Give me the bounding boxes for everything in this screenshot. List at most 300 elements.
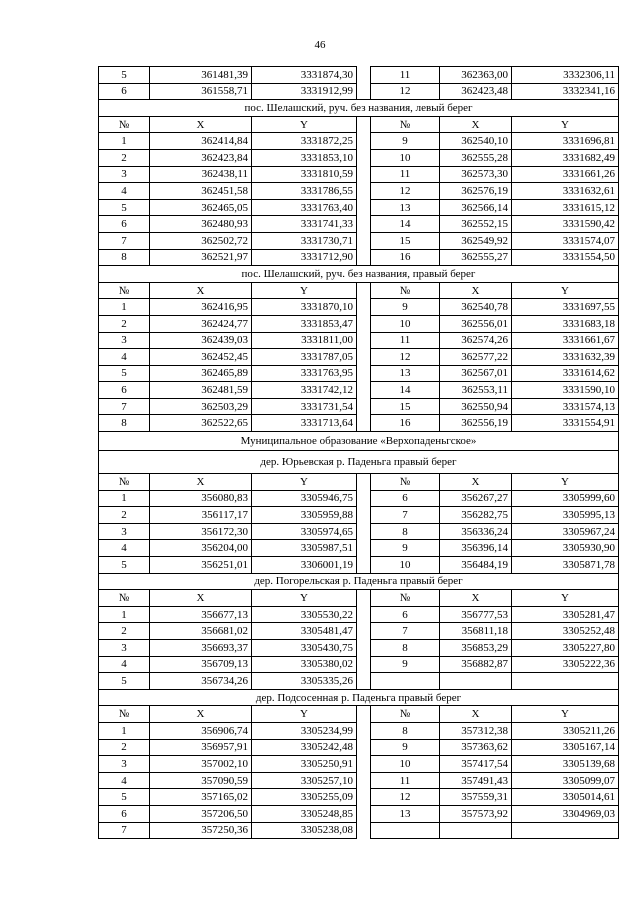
point-number: 10 [371,557,440,574]
coordinate-x: 361481,39 [150,67,252,84]
point-number: 4 [99,183,150,200]
point-number: 12 [371,183,440,200]
column-gap [357,382,371,399]
coordinate-x: 362452,45 [150,349,252,366]
coordinate-y: 3304969,03 [512,805,619,822]
table-row [99,805,619,822]
point-number: 1 [99,299,150,316]
point-number: 11 [371,67,440,84]
coordinate-x: 356172,30 [150,523,252,540]
coordinate-y: 3331682,49 [512,149,619,166]
column-gap [357,332,371,349]
table-row [99,772,619,789]
column-gap [357,166,371,183]
coordinate-y: 3331632,61 [512,183,619,200]
column-header-x: X [150,282,252,299]
coordinates-table [98,66,619,839]
column-gap [357,822,371,839]
column-gap [357,606,371,623]
point-number: 4 [99,349,150,366]
coordinate-x: 362556,01 [440,315,512,332]
coordinate-y: 3305255,09 [252,789,357,806]
column-gap [357,349,371,366]
coordinate-y: 3305250,91 [252,756,357,773]
column-gap [357,282,371,299]
coordinates-table-body [99,67,619,839]
column-gap [357,722,371,739]
point-number: 5 [99,199,150,216]
coordinate-y: 3331590,42 [512,216,619,233]
column-header-row [99,116,619,133]
table-row [99,523,619,540]
coordinate-y: 3331742,12 [252,382,357,399]
table-row [99,249,619,266]
coordinate-x: 356267,27 [440,490,512,507]
coordinate-x: 356957,91 [150,739,252,756]
coordinate-y: 3331590,10 [512,382,619,399]
column-header-number: № [99,282,150,299]
table-row [99,623,619,640]
section-title: Муниципальное образование «Верхопаденьгское» [99,432,619,451]
coordinate-x: 356853,29 [440,640,512,657]
coordinate-x [440,822,512,839]
point-number: 13 [371,199,440,216]
table-row [99,332,619,349]
coordinate-x: 362522,65 [150,415,252,432]
coordinate-y: 3331554,50 [512,249,619,266]
column-gap [357,590,371,607]
point-number: 2 [99,739,150,756]
coordinate-x: 357417,54 [440,756,512,773]
coordinate-x: 357206,50 [150,805,252,822]
coordinate-y: 3331872,25 [252,133,357,150]
column-header-number: № [99,474,150,491]
coordinate-x: 362521,97 [150,249,252,266]
coordinate-y: 3331730,71 [252,232,357,249]
column-header-y: Y [512,590,619,607]
page-number: 46 [314,39,326,51]
column-gap [357,656,371,673]
column-header-y: Y [512,474,619,491]
point-number: 9 [371,656,440,673]
section-title: пос. Шелашский, руч. без названия, правый берег [99,266,619,283]
coordinate-y: 3331741,33 [252,216,357,233]
coordinate-x: 356734,26 [150,673,252,690]
table-row [99,756,619,773]
point-number: 7 [99,398,150,415]
coordinate-y [512,822,619,839]
coordinate-x: 362423,48 [440,83,512,100]
point-number: 7 [371,623,440,640]
column-header-number: № [371,474,440,491]
coordinate-x: 362465,89 [150,365,252,382]
point-number: 7 [99,822,150,839]
point-number: 9 [371,299,440,316]
point-number: 5 [99,67,150,84]
coordinate-x: 356906,74 [150,722,252,739]
column-gap [357,640,371,657]
column-gap [357,474,371,491]
coordinate-y: 3305139,68 [512,756,619,773]
point-number: 6 [99,805,150,822]
point-number: 1 [99,490,150,507]
coordinate-y: 3331786,55 [252,183,357,200]
column-gap [357,216,371,233]
coordinate-y: 3305014,61 [512,789,619,806]
coordinate-y: 3331712,90 [252,249,357,266]
column-header-y: Y [512,282,619,299]
point-number: 12 [371,349,440,366]
coordinate-y: 3305227,80 [512,640,619,657]
coordinate-x: 356117,17 [150,507,252,524]
coordinate-x: 362577,22 [440,349,512,366]
column-gap [357,232,371,249]
column-header-number: № [99,590,150,607]
coordinate-x: 356811,18 [440,623,512,640]
column-header-x: X [440,116,512,133]
table-row [99,673,619,690]
column-header-number: № [371,590,440,607]
section-title-row [99,451,619,474]
column-header-row [99,282,619,299]
column-header-x: X [150,706,252,723]
column-gap [357,490,371,507]
table-row [99,133,619,150]
coordinate-x: 362576,19 [440,183,512,200]
coordinate-x: 356709,13 [150,656,252,673]
table-row [99,365,619,382]
coordinate-y: 3332341,16 [512,83,619,100]
section-title: дер. Погорельская р. Паденьга правый берег [99,573,619,590]
point-number: 11 [371,166,440,183]
point-number: 5 [99,365,150,382]
coordinate-y: 3305242,48 [252,739,357,756]
coordinate-y: 3305252,48 [512,623,619,640]
column-gap [357,149,371,166]
point-number: 6 [99,382,150,399]
coordinate-x: 357559,31 [440,789,512,806]
coordinate-x: 357250,36 [150,822,252,839]
column-gap [357,299,371,316]
point-number: 12 [371,83,440,100]
point-number: 2 [99,623,150,640]
column-header-y: Y [252,116,357,133]
table-row [99,349,619,366]
point-number: 15 [371,398,440,415]
coordinate-y: 3331787,05 [252,349,357,366]
point-number: 2 [99,507,150,524]
point-number: 11 [371,772,440,789]
column-header-x: X [150,116,252,133]
coordinate-x: 357312,38 [440,722,512,739]
point-number: 16 [371,415,440,432]
table-row [99,83,619,100]
coordinate-y: 3331811,00 [252,332,357,349]
column-header-y: Y [512,116,619,133]
coordinate-y: 3331713,64 [252,415,357,432]
coordinate-x: 357573,92 [440,805,512,822]
table-row [99,166,619,183]
coordinate-x: 362416,95 [150,299,252,316]
column-gap [357,83,371,100]
coordinate-y: 3305248,85 [252,805,357,822]
section-title-row [99,689,619,706]
coordinate-y: 3305380,02 [252,656,357,673]
point-number: 6 [99,83,150,100]
coordinate-x [440,673,512,690]
point-number: 6 [99,216,150,233]
coordinate-x: 362480,93 [150,216,252,233]
coordinate-x: 362502,72 [150,232,252,249]
column-gap [357,249,371,266]
table-row [99,557,619,574]
column-gap [357,315,371,332]
point-number: 1 [99,606,150,623]
column-header-y: Y [252,706,357,723]
column-header-x: X [150,474,252,491]
column-header-number: № [99,116,150,133]
column-gap [357,805,371,822]
coordinate-x: 356882,87 [440,656,512,673]
column-header-row [99,474,619,491]
point-number: 5 [99,557,150,574]
coordinate-y: 3331763,95 [252,365,357,382]
coordinate-x: 356080,83 [150,490,252,507]
column-header-row [99,590,619,607]
point-number: 13 [371,805,440,822]
coordinate-y: 3331632,39 [512,349,619,366]
point-number: 3 [99,166,150,183]
point-number: 10 [371,149,440,166]
table-row [99,382,619,399]
table-row [99,789,619,806]
section-title: дер. Подсосенная р. Паденьга правый берег [99,689,619,706]
point-number: 4 [99,540,150,557]
point-number: 9 [371,133,440,150]
coordinate-y: 3331574,07 [512,232,619,249]
coordinate-x: 362423,84 [150,149,252,166]
point-number: 6 [371,490,440,507]
coordinate-y: 3305974,65 [252,523,357,540]
point-number: 3 [99,332,150,349]
section-title-row [99,100,619,117]
coordinate-x: 356693,37 [150,640,252,657]
coordinate-x: 356777,53 [440,606,512,623]
point-number: 6 [371,606,440,623]
point-number [371,673,440,690]
coordinate-x: 362555,27 [440,249,512,266]
coordinate-y: 3331810,59 [252,166,357,183]
table-row [99,149,619,166]
section-title-row [99,432,619,451]
point-number: 7 [371,507,440,524]
coordinate-y: 3305430,75 [252,640,357,657]
coordinate-y: 3331912,99 [252,83,357,100]
coordinate-x: 362540,78 [440,299,512,316]
coordinate-y: 3331661,67 [512,332,619,349]
coordinate-x: 362555,28 [440,149,512,166]
point-number: 16 [371,249,440,266]
section-title: пос. Шелашский, руч. без названия, левый берег [99,100,619,117]
section-title: дер. Юрьевская р. Паденьга правый берег [99,451,619,474]
point-number: 9 [371,540,440,557]
coordinate-y: 3305530,22 [252,606,357,623]
point-number: 12 [371,789,440,806]
column-gap [357,199,371,216]
coordinate-y: 3305987,51 [252,540,357,557]
point-number: 3 [99,523,150,540]
column-gap [357,365,371,382]
column-gap [357,789,371,806]
coordinate-y: 3331870,10 [252,299,357,316]
coordinate-y: 3305481,47 [252,623,357,640]
coordinate-y: 3331615,12 [512,199,619,216]
column-gap [357,67,371,84]
column-gap [357,772,371,789]
coordinate-y: 3305238,08 [252,822,357,839]
coordinate-x: 362549,92 [440,232,512,249]
coordinate-x: 362503,29 [150,398,252,415]
coordinate-x: 362363,00 [440,67,512,84]
column-gap [357,623,371,640]
point-number: 4 [99,772,150,789]
coordinate-y: 3331661,26 [512,166,619,183]
coordinate-x: 361558,71 [150,83,252,100]
point-number: 9 [371,739,440,756]
point-number: 7 [99,232,150,249]
column-gap [357,739,371,756]
column-gap [357,523,371,540]
coordinate-y: 3331874,30 [252,67,357,84]
coordinate-x: 356251,01 [150,557,252,574]
point-number: 8 [371,523,440,540]
column-header-number: № [371,706,440,723]
coordinate-y: 3305871,78 [512,557,619,574]
coordinate-y: 3332306,11 [512,67,619,84]
table-row [99,415,619,432]
column-header-y: Y [252,282,357,299]
point-number: 14 [371,216,440,233]
column-header-number: № [99,706,150,723]
point-number: 5 [99,789,150,806]
table-row [99,398,619,415]
coordinate-x: 362567,01 [440,365,512,382]
coordinate-x: 362439,03 [150,332,252,349]
column-header-x: X [440,474,512,491]
point-number: 14 [371,382,440,399]
coordinate-y: 3305335,26 [252,673,357,690]
coordinate-x: 362574,26 [440,332,512,349]
table-row [99,739,619,756]
column-header-x: X [440,282,512,299]
coordinate-y: 3305167,14 [512,739,619,756]
table-row [99,507,619,524]
coordinate-y: 3305099,07 [512,772,619,789]
column-gap [357,706,371,723]
coordinate-y: 3305257,10 [252,772,357,789]
table-row [99,315,619,332]
coordinate-y: 3305999,60 [512,490,619,507]
column-header-row [99,706,619,723]
table-row [99,67,619,84]
table-row [99,299,619,316]
coordinate-x: 362552,15 [440,216,512,233]
table-row [99,183,619,200]
coordinate-x: 356484,19 [440,557,512,574]
column-header-y: Y [252,474,357,491]
coordinate-y: 3331683,18 [512,315,619,332]
coordinate-x: 356336,24 [440,523,512,540]
coordinate-x: 356282,75 [440,507,512,524]
coordinate-x: 362465,05 [150,199,252,216]
section-title-row [99,266,619,283]
point-number: 2 [99,315,150,332]
table-row [99,722,619,739]
coordinate-y: 3331697,55 [512,299,619,316]
table-row [99,232,619,249]
point-number: 3 [99,640,150,657]
point-number: 5 [99,673,150,690]
coordinate-x: 357165,02 [150,789,252,806]
coordinate-y: 3305959,88 [252,507,357,524]
coordinate-y: 3305211,26 [512,722,619,739]
coordinate-x: 362438,11 [150,166,252,183]
coordinate-y: 3305995,13 [512,507,619,524]
point-number: 11 [371,332,440,349]
point-number [371,822,440,839]
column-gap [357,507,371,524]
coordinate-y: 3331763,40 [252,199,357,216]
coordinate-y: 3331696,81 [512,133,619,150]
point-number: 13 [371,365,440,382]
coordinate-y [512,673,619,690]
coordinate-x: 362566,14 [440,199,512,216]
column-gap [357,673,371,690]
table-row [99,490,619,507]
table-row [99,640,619,657]
point-number: 2 [99,149,150,166]
column-gap [357,756,371,773]
point-number: 8 [99,415,150,432]
coordinate-x: 356677,13 [150,606,252,623]
coordinate-y: 3305930,90 [512,540,619,557]
point-number: 4 [99,656,150,673]
point-number: 8 [371,640,440,657]
coordinate-x: 362424,77 [150,315,252,332]
coordinate-x: 362556,19 [440,415,512,432]
table-row [99,199,619,216]
table-row [99,822,619,839]
column-header-x: X [440,590,512,607]
coordinate-y: 3305967,24 [512,523,619,540]
column-gap [357,540,371,557]
point-number: 8 [371,722,440,739]
coordinate-y: 3331853,47 [252,315,357,332]
column-gap [357,557,371,574]
coordinate-x: 362481,59 [150,382,252,399]
table-row [99,540,619,557]
point-number: 10 [371,756,440,773]
coordinate-x: 362553,11 [440,382,512,399]
point-number: 1 [99,722,150,739]
coordinate-y: 3305281,47 [512,606,619,623]
coordinate-x: 357090,59 [150,772,252,789]
coordinate-y: 3331614,62 [512,365,619,382]
coordinate-x: 362550,94 [440,398,512,415]
table-row [99,656,619,673]
coordinate-y: 3305946,75 [252,490,357,507]
column-gap [357,116,371,133]
